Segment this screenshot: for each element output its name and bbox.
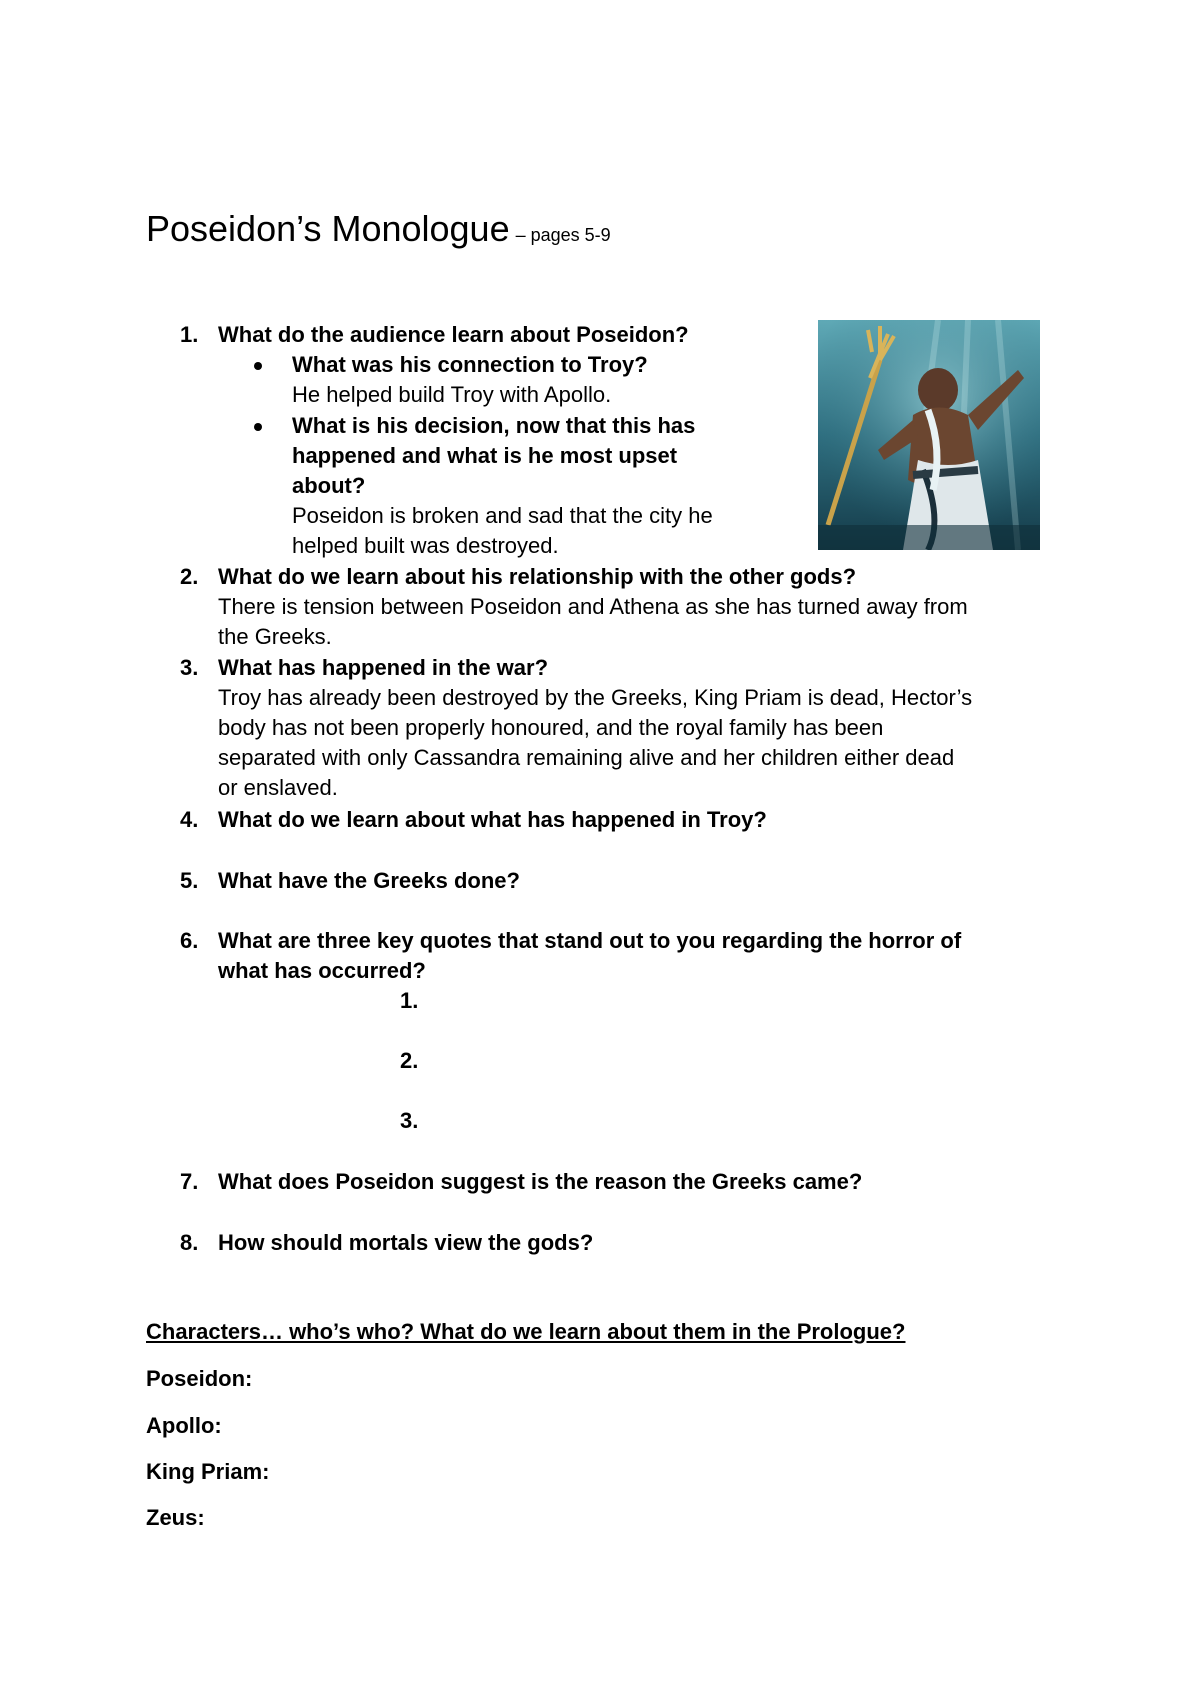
question-2 bbox=[180, 562, 1080, 652]
sub-question-1b bbox=[292, 411, 812, 561]
sub-question-text: What was his connection to Troy? bbox=[292, 352, 648, 377]
quote-number-3: 3. bbox=[400, 1108, 419, 1133]
character-label-poseidon: Poseidon: bbox=[146, 1366, 253, 1391]
page-title bbox=[146, 208, 611, 250]
page-range-subtitle: – pages 5-9 bbox=[515, 225, 611, 245]
question-number: 7. bbox=[180, 1169, 199, 1194]
question-line: what has occurred? bbox=[218, 958, 426, 983]
question-number: 6. bbox=[180, 928, 199, 953]
question-text: What does Poseidon suggest is the reason the Greeks came? bbox=[218, 1169, 863, 1194]
question-5 bbox=[180, 866, 1080, 896]
question-number: 2. bbox=[180, 564, 199, 589]
sub-question-line: happened and what is he most upset bbox=[292, 443, 678, 468]
question-text: What has happened in the war? bbox=[218, 655, 549, 680]
answer-line: the Greeks. bbox=[218, 624, 332, 649]
sub-question-1a bbox=[292, 350, 812, 410]
question-7 bbox=[180, 1167, 1080, 1197]
quote-number-2: 2. bbox=[400, 1048, 419, 1073]
question-number: 1. bbox=[180, 322, 199, 347]
quote-number-1: 1. bbox=[400, 988, 419, 1013]
answer-line: body has not been properly honoured, and the royal family has been bbox=[218, 715, 884, 740]
question-8 bbox=[180, 1228, 1080, 1258]
character-label-king-priam: King Priam: bbox=[146, 1459, 270, 1484]
answer-line: helped built was destroyed. bbox=[292, 533, 559, 558]
characters-heading: Characters… who’s who? What do we learn about them in the Prologue? bbox=[146, 1319, 906, 1344]
poseidon-image bbox=[818, 320, 1040, 550]
question-text: How should mortals view the gods? bbox=[218, 1230, 594, 1255]
question-4 bbox=[180, 805, 1080, 835]
question-1 bbox=[180, 320, 820, 350]
bullet-dot-icon bbox=[254, 423, 262, 431]
character-label-zeus: Zeus: bbox=[146, 1505, 205, 1530]
question-text: What do the audience learn about Poseidon? bbox=[218, 322, 689, 347]
question-line: What are three key quotes that stand out to you regarding the horror of bbox=[218, 928, 962, 953]
character-label-apollo: Apollo: bbox=[146, 1413, 222, 1438]
question-3 bbox=[180, 653, 1080, 803]
title-text: Poseidon’s Monologue bbox=[146, 208, 510, 249]
question-6 bbox=[180, 926, 1080, 986]
poseidon-illustration bbox=[818, 320, 1040, 550]
question-text: What do we learn about what has happened in Troy? bbox=[218, 807, 767, 832]
answer-text: He helped build Troy with Apollo. bbox=[292, 382, 612, 407]
question-number: 3. bbox=[180, 655, 199, 680]
answer-line: There is tension between Poseidon and Athena as she has turned away from bbox=[218, 594, 968, 619]
sub-question-line: about? bbox=[292, 473, 366, 498]
question-number: 8. bbox=[180, 1230, 199, 1255]
sub-question-line: What is his decision, now that this has bbox=[292, 413, 696, 438]
answer-line: separated with only Cassandra remaining alive and her children either dead bbox=[218, 745, 955, 770]
answer-line: Troy has already been destroyed by the Greeks, King Priam is dead, Hector’s bbox=[218, 685, 973, 710]
question-text: What have the Greeks done? bbox=[218, 868, 520, 893]
answer-line: or enslaved. bbox=[218, 775, 338, 800]
question-number: 4. bbox=[180, 807, 199, 832]
bullet-dot-icon bbox=[254, 362, 262, 370]
question-number: 5. bbox=[180, 868, 199, 893]
answer-line: Poseidon is broken and sad that the city he bbox=[292, 503, 713, 528]
question-text: What do we learn about his relationship with the other gods? bbox=[218, 564, 857, 589]
